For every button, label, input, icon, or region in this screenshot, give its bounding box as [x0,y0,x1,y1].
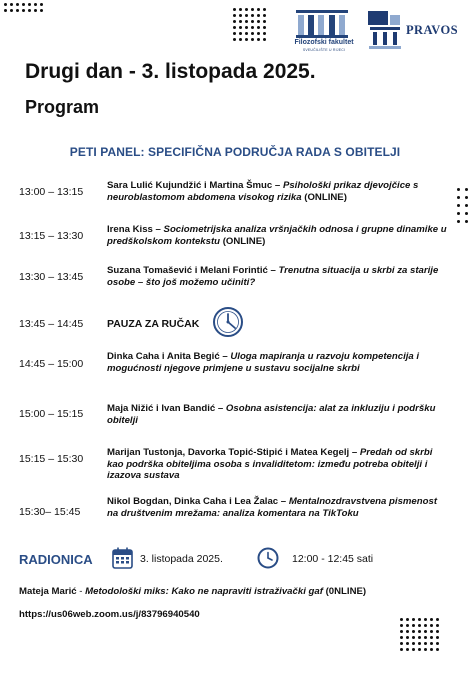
dot [251,38,254,41]
schedule-time: 14:45 – 15:00 [19,358,84,370]
dot [251,32,254,35]
schedule-item [107,224,447,247]
schedule-item [107,180,447,203]
dot [400,630,403,633]
dot [424,642,427,645]
dot [406,624,409,627]
schedule-time: 13:45 – 14:45 [19,318,84,330]
schedule-time: 15:00 – 15:15 [19,408,84,420]
dot [251,26,254,29]
talk-separator: – [152,224,164,235]
talk-separator: – [267,265,279,276]
dot [4,3,7,6]
dot [239,8,242,11]
dot [10,3,13,6]
dot [418,648,421,651]
dot [245,20,248,23]
talk-authors: Sara Lulić Kujundžić i Martina Šmuc [107,180,273,191]
dot [233,26,236,29]
dot [251,20,254,23]
dot [436,618,439,621]
dot [16,3,19,6]
dot [430,624,433,627]
dot [28,9,31,12]
dot [34,9,37,12]
pravos-logo [366,11,466,49]
zoom-link[interactable]: https://us06web.zoom.us/j/83796940540 [19,609,200,620]
dot [436,642,439,645]
dot [406,630,409,633]
dot [465,196,468,199]
dot [263,20,266,23]
dot [457,204,460,207]
dot [233,38,236,41]
dot [430,642,433,645]
dot [4,9,7,12]
decorative-dots-top-center [233,8,266,41]
dot [400,624,403,627]
dot [28,3,31,6]
workshop-tag: (0NLINE) [322,586,367,597]
dot [424,630,427,633]
dot [245,32,248,35]
dot [430,618,433,621]
dot [239,38,242,41]
talk-separator: – [272,180,283,191]
dot [412,618,415,621]
talk-title: Mentalnozdravstvena pismenost na društvenim mrežama: analiza komentara na TikToku [107,496,438,519]
dot [412,636,415,639]
dot [465,212,468,215]
schedule-time: 13:30 – 13:45 [19,271,84,283]
dot [436,624,439,627]
dot [406,636,409,639]
dot [418,618,421,621]
dot [257,32,260,35]
talk-title: Sociometrijska analiza vršnjačkih odnosa i grupne dinamike u predškolskom kontekstu [107,224,447,247]
dot [239,26,242,29]
decorative-dots-bottom-right [400,618,439,651]
talk-separator: – [278,496,289,507]
dot [40,9,43,12]
dot [233,32,236,35]
dot [16,9,19,12]
dot [436,630,439,633]
talk-title: Uloga mapiranja u razvoju kompetencija i mogućnosti njegove primjene u sustavu socijalne skrbi [107,351,420,374]
dot [418,630,421,633]
dot [245,38,248,41]
talk-separator: – [219,351,231,362]
dot [251,8,254,11]
workshop-date: 3. listopada 2025. [140,553,223,565]
clock-icon [212,306,244,338]
talk-separator: – [215,403,226,414]
dot [251,14,254,17]
dot [400,636,403,639]
dot [245,26,248,29]
dot [34,3,37,6]
dot [424,618,427,621]
dot [465,188,468,191]
dot [233,14,236,17]
dot [245,14,248,17]
dot [245,8,248,11]
dot [10,9,13,12]
faculty-subname: SVEUČILIŠTE U RIJECI [302,48,346,52]
decorative-dots-right [457,188,468,223]
dot [457,196,460,199]
dot [257,26,260,29]
workshop-label: RADIONICA [19,552,93,567]
talk-title: Trenutna situacija u skrbi za starije osobe – što još možemo učiniti? [107,265,439,288]
dot [457,188,460,191]
faculty-logo [284,10,358,52]
dot [424,624,427,627]
dot [263,32,266,35]
talk-title: Osobna asistencija: alat za inkluziju i podršku obitelji [107,403,436,426]
schedule-time: 15:15 – 15:30 [19,453,84,465]
dot [457,220,460,223]
dot [263,26,266,29]
dot [412,648,415,651]
dot [263,38,266,41]
workshop-title: Metodološki miks: Kako ne napraviti istraživački gaf [85,586,323,597]
dot [465,204,468,207]
dot [418,624,421,627]
schedule-item [107,403,447,426]
talk-title: Predah od skrbi kao podrška obiteljima osoba s invaliditetom: između potreba obitelji i izazova sustava [107,447,433,481]
page-title: Drugi dan - 3. listopada 2025. [25,60,316,83]
talk-separator: – [349,447,360,458]
talk-authors: Nikol Bogdan, Dinka Caha i Lea Žalac [107,496,279,507]
dot [436,636,439,639]
dot [457,212,460,215]
page-subtitle: Program [25,97,100,117]
talk-authors: Maja Nižić i Ivan Bandić [107,403,216,414]
schedule-time: 15:30– 15:45 [19,506,81,518]
schedule-time: 13:00 – 13:15 [19,186,84,198]
schedule-item [107,265,447,288]
panel-title: PETI PANEL: SPECIFIČNA PODRUČJA RADA S OBITELJI [69,145,401,159]
workshop-item [19,586,366,597]
dot [400,648,403,651]
dot [257,14,260,17]
dot [22,9,25,12]
calendar-icon [112,547,133,569]
dot [406,648,409,651]
dot [418,636,421,639]
pravos-name: PRAVOS [406,23,458,37]
dot [239,14,242,17]
talk-tag: (ONLINE) [301,191,347,203]
workshop-separator: - [76,586,86,597]
dot [263,14,266,17]
faculty-name: Filozofski fakultet [294,39,354,46]
dot [40,3,43,6]
schedule-item [107,447,447,482]
dot [233,20,236,23]
schedule-item [107,351,447,374]
talk-authors: Irena Kiss [107,224,153,235]
lunch-break-label: PAUZA ZA RUČAK [107,318,200,330]
dot [257,20,260,23]
dot [412,630,415,633]
talk-title: Psihološki prikaz djevojčice s neuroblastomom abdomena visokog rizika [107,180,419,203]
dot [424,636,427,639]
dot [257,8,260,11]
decorative-dots-top-left [4,3,43,12]
faculty-logo-pillars-icon [296,10,348,38]
dot [406,618,409,621]
dot [430,630,433,633]
workshop-author: Mateja Marić [19,586,77,597]
dot [406,642,409,645]
dot [436,648,439,651]
schedule-time: 13:15 – 13:30 [19,230,84,242]
dot [412,624,415,627]
dot [424,648,427,651]
dot [430,648,433,651]
talk-authors: Dinka Caha i Anita Begić [107,351,220,362]
dot [239,32,242,35]
dot [239,20,242,23]
dot [22,3,25,6]
dot [465,220,468,223]
talk-tag: (ONLINE) [220,235,266,247]
talk-authors: Suzana Tomašević i Melani Forintić [107,265,268,276]
dot [263,8,266,11]
pravos-building-icon [366,11,404,49]
dot [400,618,403,621]
clock-icon [257,547,279,569]
dot [412,642,415,645]
schedule-item [107,496,447,519]
talk-authors: Marijan Tustonja, Davorka Topić-Stipić i Matea Kegelj [107,447,350,458]
workshop-time: 12:00 - 12:45 sati [292,553,374,565]
dot [418,642,421,645]
dot [400,642,403,645]
dot [430,636,433,639]
dot [257,38,260,41]
dot [233,8,236,11]
